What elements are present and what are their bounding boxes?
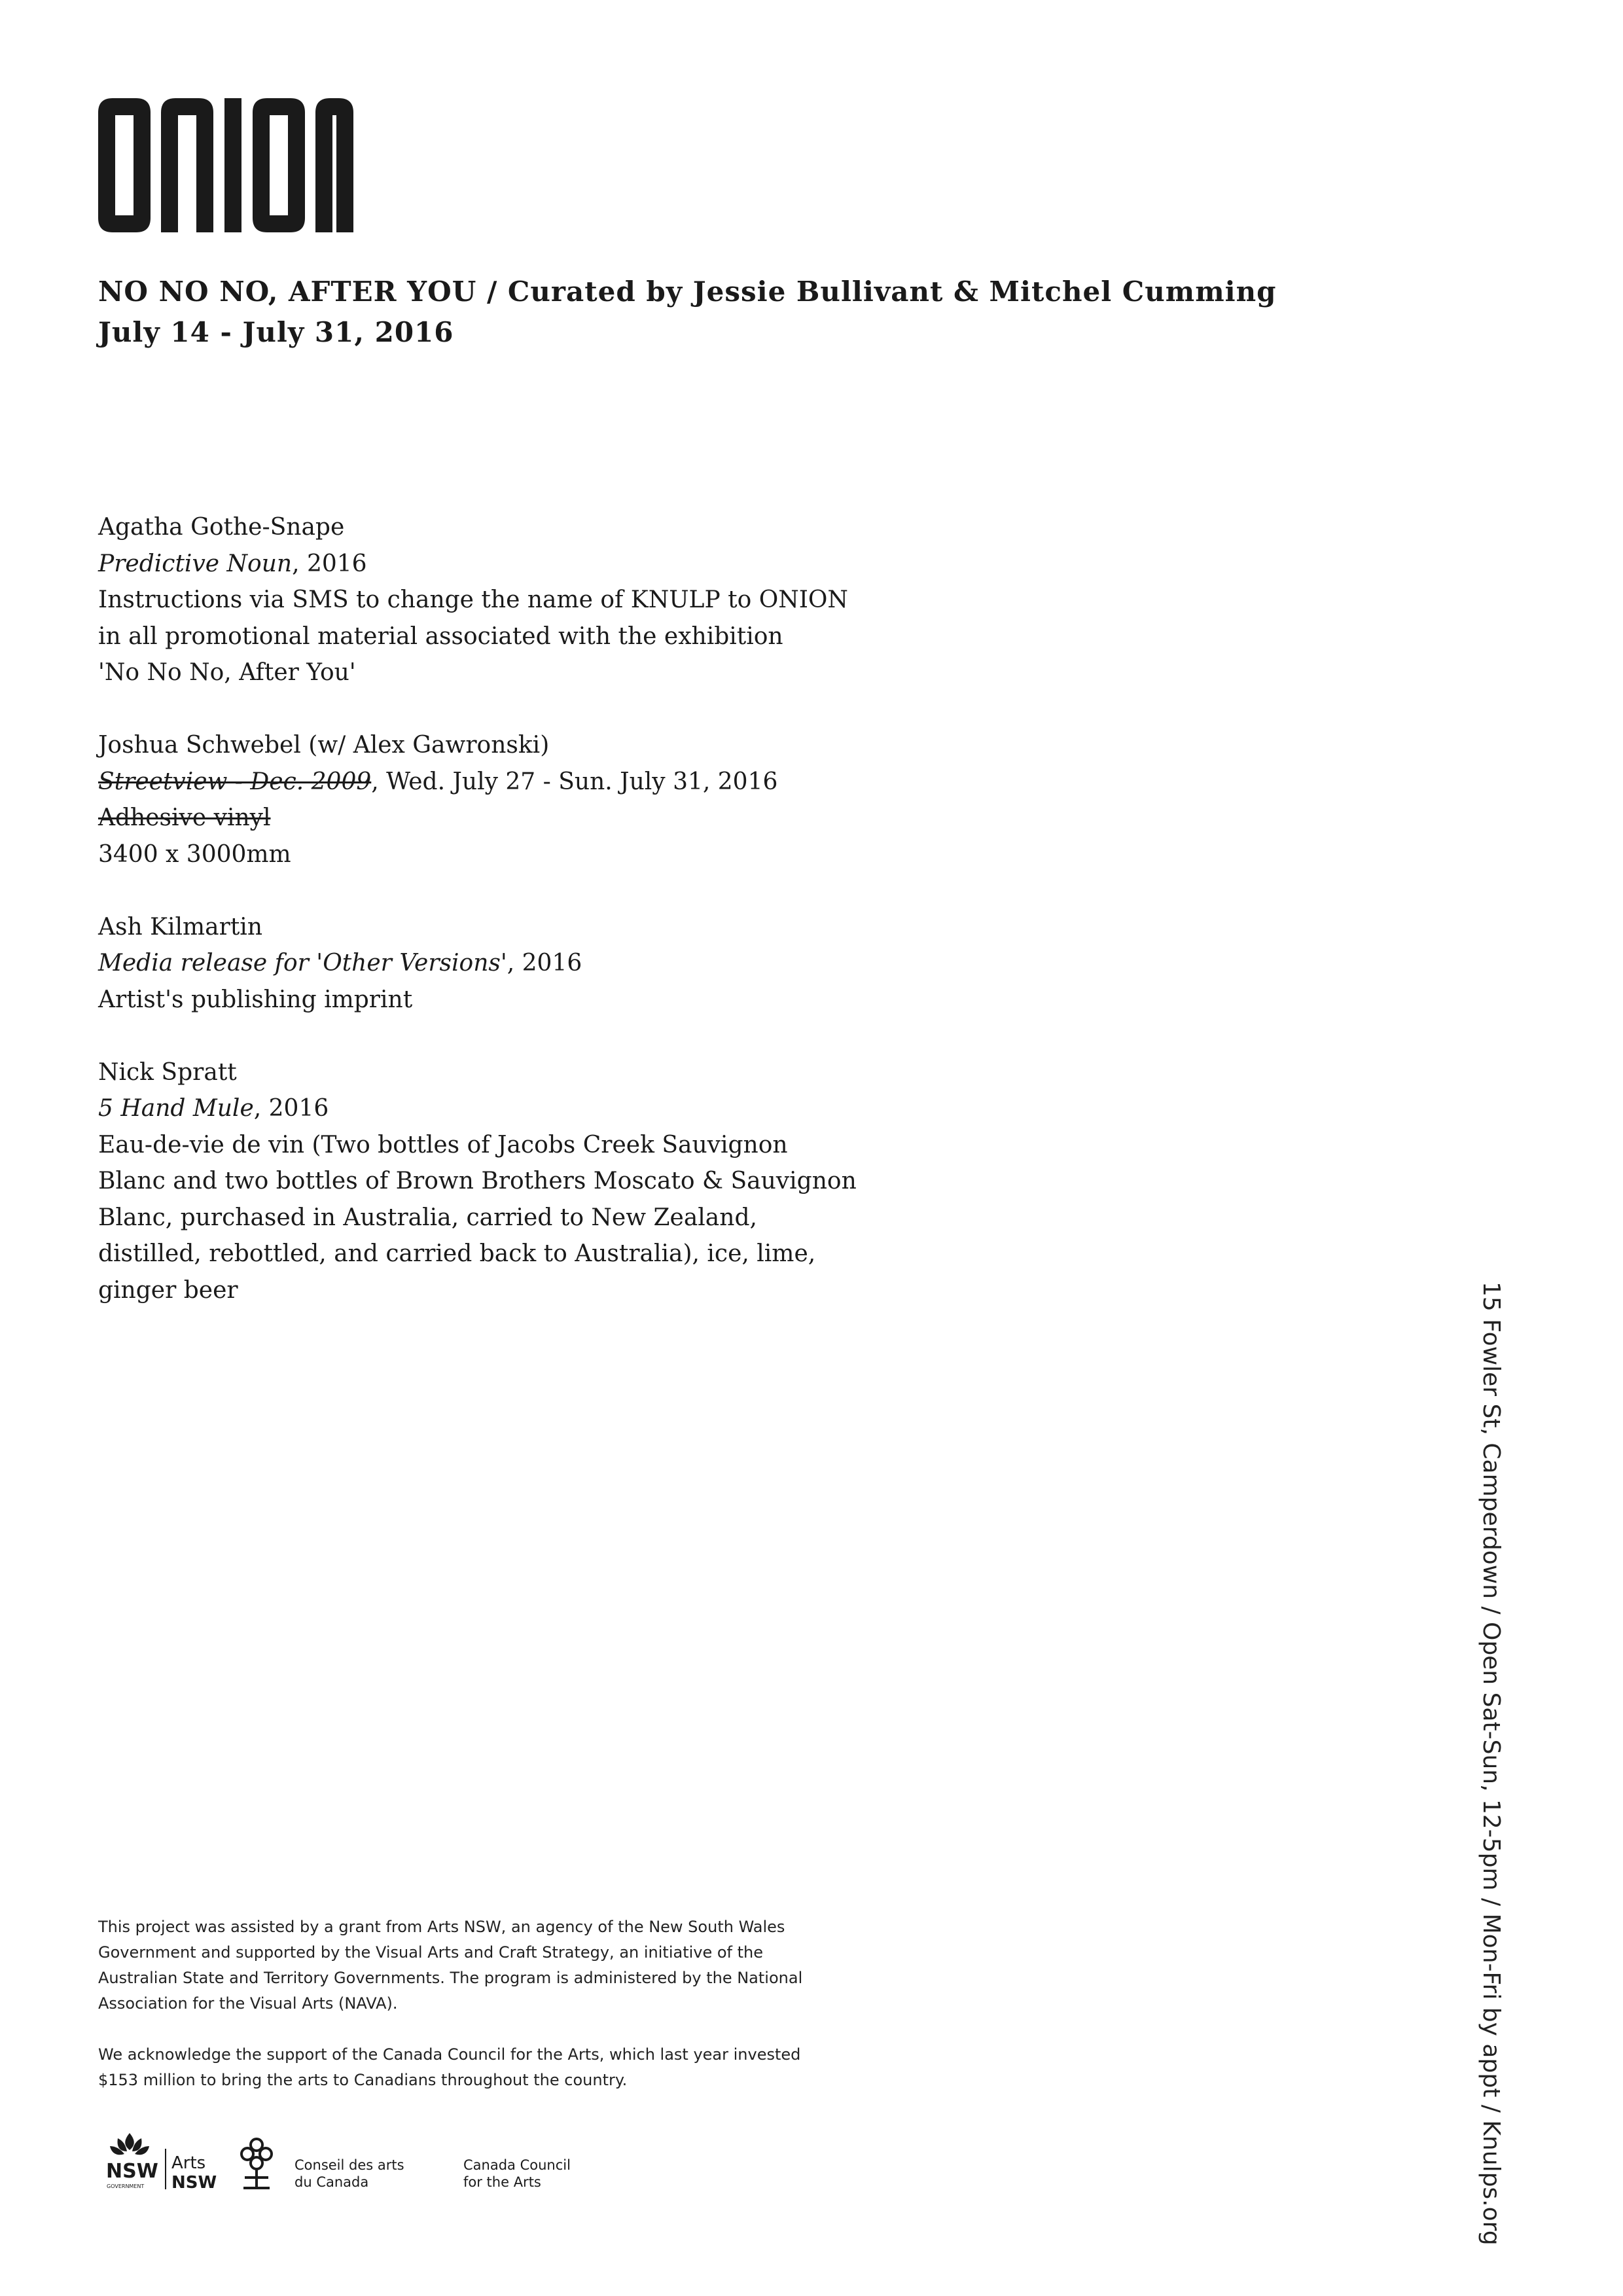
nsw-government-text: GOVERNMENT — [107, 2183, 145, 2189]
exhibition-header — [98, 272, 1277, 353]
work-description: distilled, rebottled, and carried back to Australia), ice, lime, — [98, 1240, 816, 1267]
funding-acknowledgements — [98, 1914, 831, 2119]
work-description: in all promotional material associated with the exhibition — [98, 622, 783, 650]
work-description: ginger beer — [98, 1276, 238, 1304]
canada-council-tree-icon — [241, 2139, 272, 2188]
artist-name: Ash Kilmartin — [98, 913, 262, 941]
work-description: Blanc, purchased in Australia, carried to New Zealand, — [98, 1204, 757, 1231]
exhibition-title: NO NO NO, AFTER YOU / Curated by Jessie Bullivant & Mitchel Cumming — [98, 276, 1277, 308]
work-entry — [98, 727, 851, 872]
work-description: 'No No No, After You' — [98, 659, 356, 686]
onion-logo — [98, 98, 353, 232]
works-list — [98, 509, 857, 1345]
nsw-wordmark: NSW — [106, 2160, 158, 2183]
work-dimensions: 3400 x 3000mm — [98, 840, 291, 868]
work-entry — [98, 509, 851, 691]
arts-text: Arts — [171, 2153, 206, 2173]
work-title-line — [98, 1090, 851, 1127]
work-title-struck: Streetview - Dec. 2009 — [98, 768, 372, 795]
exhibition-dates: July 14 - July 31, 2016 — [98, 316, 454, 348]
work-title-line — [98, 945, 851, 982]
work-entry — [98, 909, 851, 1018]
conseil-text-1: Conseil des arts — [294, 2157, 404, 2173]
work-description: Eau-de-vie de vin (Two bottles of Jacobs Creek Sauvignon — [98, 1131, 788, 1158]
arts-nsw-text: NSW — [171, 2173, 217, 2193]
work-title-rest: , Wed. July 27 - Sun. July 31, 2016 — [371, 768, 778, 795]
venue-address-vertical: 15 Fowler St, Camperdown / Open Sat-Sun, 12-5pm / Mon-Fri by appt / Knulps.org — [1478, 1282, 1505, 2246]
work-year: , 2016 — [507, 950, 582, 977]
artist-name: Joshua Schwebel (w/ Alex Gawronski) — [98, 732, 550, 759]
work-description: Instructions via SMS to change the name of KNULP to ONION — [98, 586, 848, 613]
work-description: Blanc and two bottles of Brown Brothers Moscato & Sauvignon — [98, 1168, 857, 1194]
work-year: , 2016 — [292, 550, 367, 577]
conseil-text-2: du Canada — [294, 2174, 369, 2190]
work-description: Artist's publishing imprint — [98, 986, 413, 1013]
artist-name: Nick Spratt — [98, 1058, 237, 1086]
work-title: Predictive Noun — [98, 550, 293, 577]
arts-nsw-acknowledgement: This project was assisted by a grant from Arts NSW, an agency of the New South Wales Government and supported by the Visual Arts and Craft Strategy, an initiative of the Australian State and Territory Governments. The program is administered by the National Association for the Visual Arts (NAVA). — [98, 1918, 803, 2013]
work-medium-struck: Adhesive vinyl — [98, 804, 271, 831]
work-title: Media release for 'Other Versions' — [98, 950, 507, 977]
artist-name: Agatha Gothe-Snape — [98, 514, 345, 541]
sponsor-logos — [105, 2130, 602, 2202]
work-title-line — [98, 764, 851, 800]
canada-council-text-1: Canada Council — [463, 2157, 571, 2173]
canada-council-acknowledgement: We acknowledge the support of the Canada Council for the Arts, which last year invested $153 million to bring the arts to Canadians throughout the country. — [98, 2045, 801, 2089]
work-title: 5 Hand Mule — [98, 1095, 254, 1122]
work-year: , 2016 — [253, 1095, 329, 1122]
work-entry — [98, 1054, 857, 1309]
work-title-line — [98, 546, 851, 583]
waratah-icon — [110, 2133, 149, 2155]
canada-council-text-2: for the Arts — [463, 2174, 541, 2190]
divider — [165, 2149, 166, 2189]
